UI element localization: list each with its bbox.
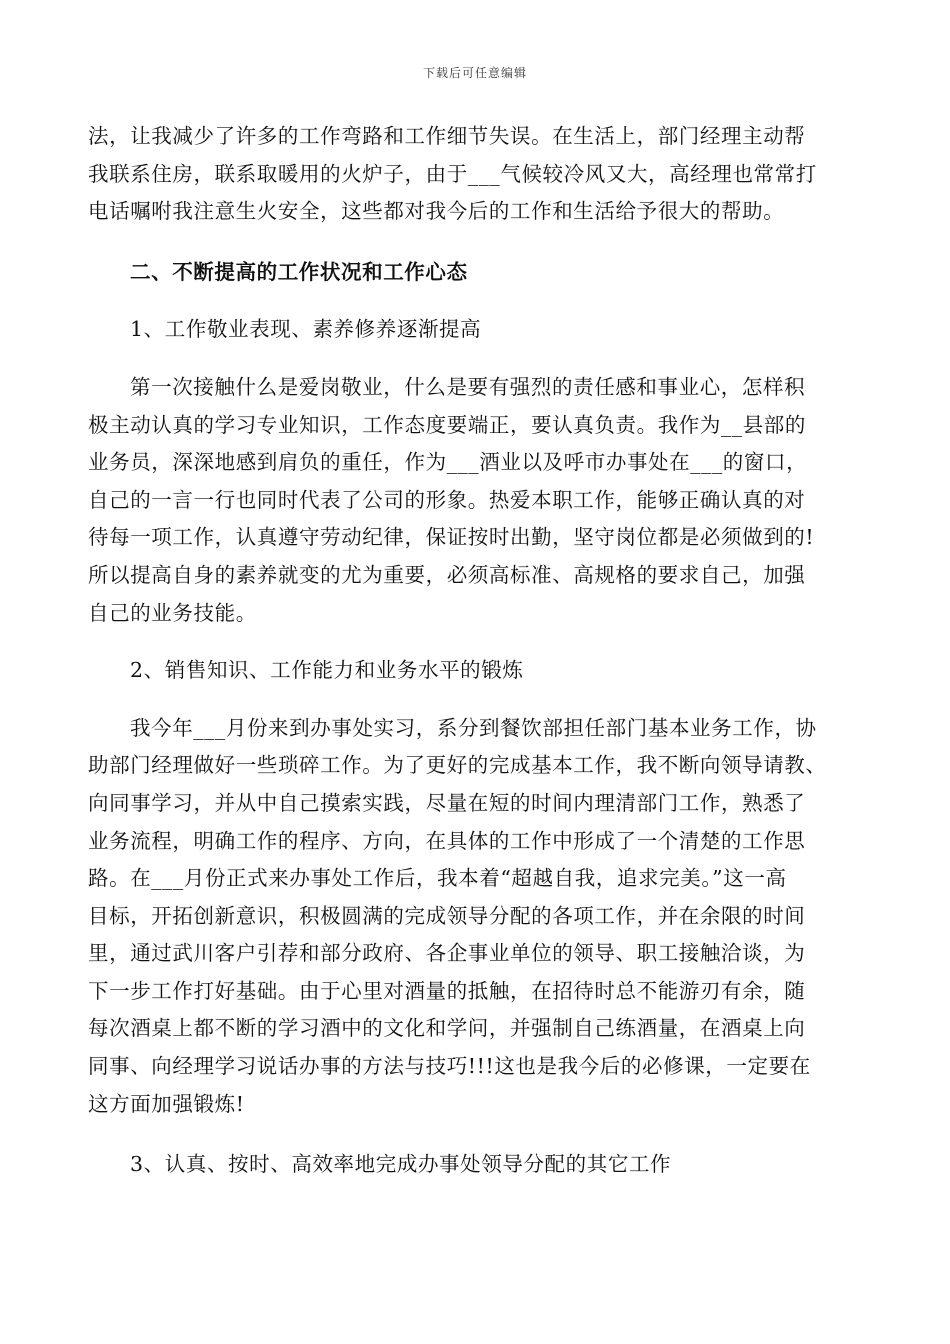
text-line: 我联系住房，联系取暖用的火炉子，由于___气候较冷风又大，高经理也常常打 (88, 161, 817, 186)
text-line: 下一步工作打好基础。由于心里对酒量的抵触，在招待时总不能游刃有余，随 (88, 978, 806, 1003)
text-line: 电话嘱咐我注意生火安全，这些都对我今后的工作和生活给予很大的帮助。 (88, 199, 785, 224)
text-line: 里，通过武川客户引荐和部分政府、各企事业单位的领导、职工接触洽谈，为 (88, 941, 806, 966)
text-line: 自己的业务技能。 (88, 600, 257, 625)
text-line: 目标，开拓创新意识，积极圆满的完成领导分配的各项工作，并在余限的时间 (88, 903, 806, 928)
paragraph-1 (88, 118, 864, 231)
text-line: 法，让我减少了许多的工作弯路和工作细节失误。在生活上，部门经理主动帮 (88, 124, 806, 148)
text-line: 业务流程，明确工作的程序、方向，在具体的工作中形成了一个清楚的工作思 (88, 828, 806, 853)
text-line: 我今年___月份来到办事处实习，系分到餐饮部担任部门基本业务工作，协 (130, 715, 817, 740)
text-line: 向同事学习，并从中自己摸索实践，尽量在短的时间内理清部门工作，熟悉了 (88, 790, 806, 815)
text-line: 所以提高自身的素养就变的尤为重要，必须高标准、高规格的要求自己，加强 (88, 562, 806, 587)
text-line: 第一次接触什么是爱岗敬业，什么是要有强烈的责任感和事业心，怎样积 (130, 374, 806, 399)
paragraph-2 (88, 369, 864, 632)
text-line: 这方面加强锻炼! (88, 1091, 245, 1116)
subsection-heading-2: 2、销售知识、工作能力和业务水平的锻炼 (130, 658, 524, 683)
subsection-heading-1: 1、工作敬业表现、素养修养逐渐提高 (130, 317, 482, 342)
text-line: 同事、向经理学习说话办事的方法与技巧!!!这也是我今后的必修课，一定要在 (88, 1054, 811, 1079)
text-line: 助部门经理做好一些琐碎工作。为了更好的完成基本工作，我不断向领导请教、 (88, 753, 827, 778)
text-line: 自己的一言一行也同时代表了公司的形象。热爱本职工作，能够正确认真的对 (88, 487, 806, 512)
paragraph-3 (88, 710, 864, 1124)
subsection-heading-3: 3、认真、按时、高效率地完成办事处领导分配的其它工作 (130, 1152, 672, 1177)
text-line: 每次酒桌上都不断的学习酒中的文化和学问，并强制自己练酒量，在酒桌上向 (88, 1016, 806, 1041)
text-line: 业务员，深深地感到肩负的重任，作为___酒业以及呼市办事处在___的窗口， (88, 450, 808, 475)
text-line: 极主动认真的学习专业知识，工作态度要端正，要认真负责。我作为__县部的 (88, 412, 806, 437)
section-heading: 二、不断提高的工作状况和工作心态 (130, 259, 468, 284)
text-line: 路。在___月份正式来办事处工作后，我本着“超越自我，追求完美。”这一高 (88, 866, 787, 891)
text-line: 待每一项工作，认真遵守劳动纪律，保证按时出勤，坚守岗位都是必须做到的! (88, 525, 815, 550)
document-body (88, 118, 864, 1184)
page-header: 下载后可任意编辑 (422, 66, 527, 80)
